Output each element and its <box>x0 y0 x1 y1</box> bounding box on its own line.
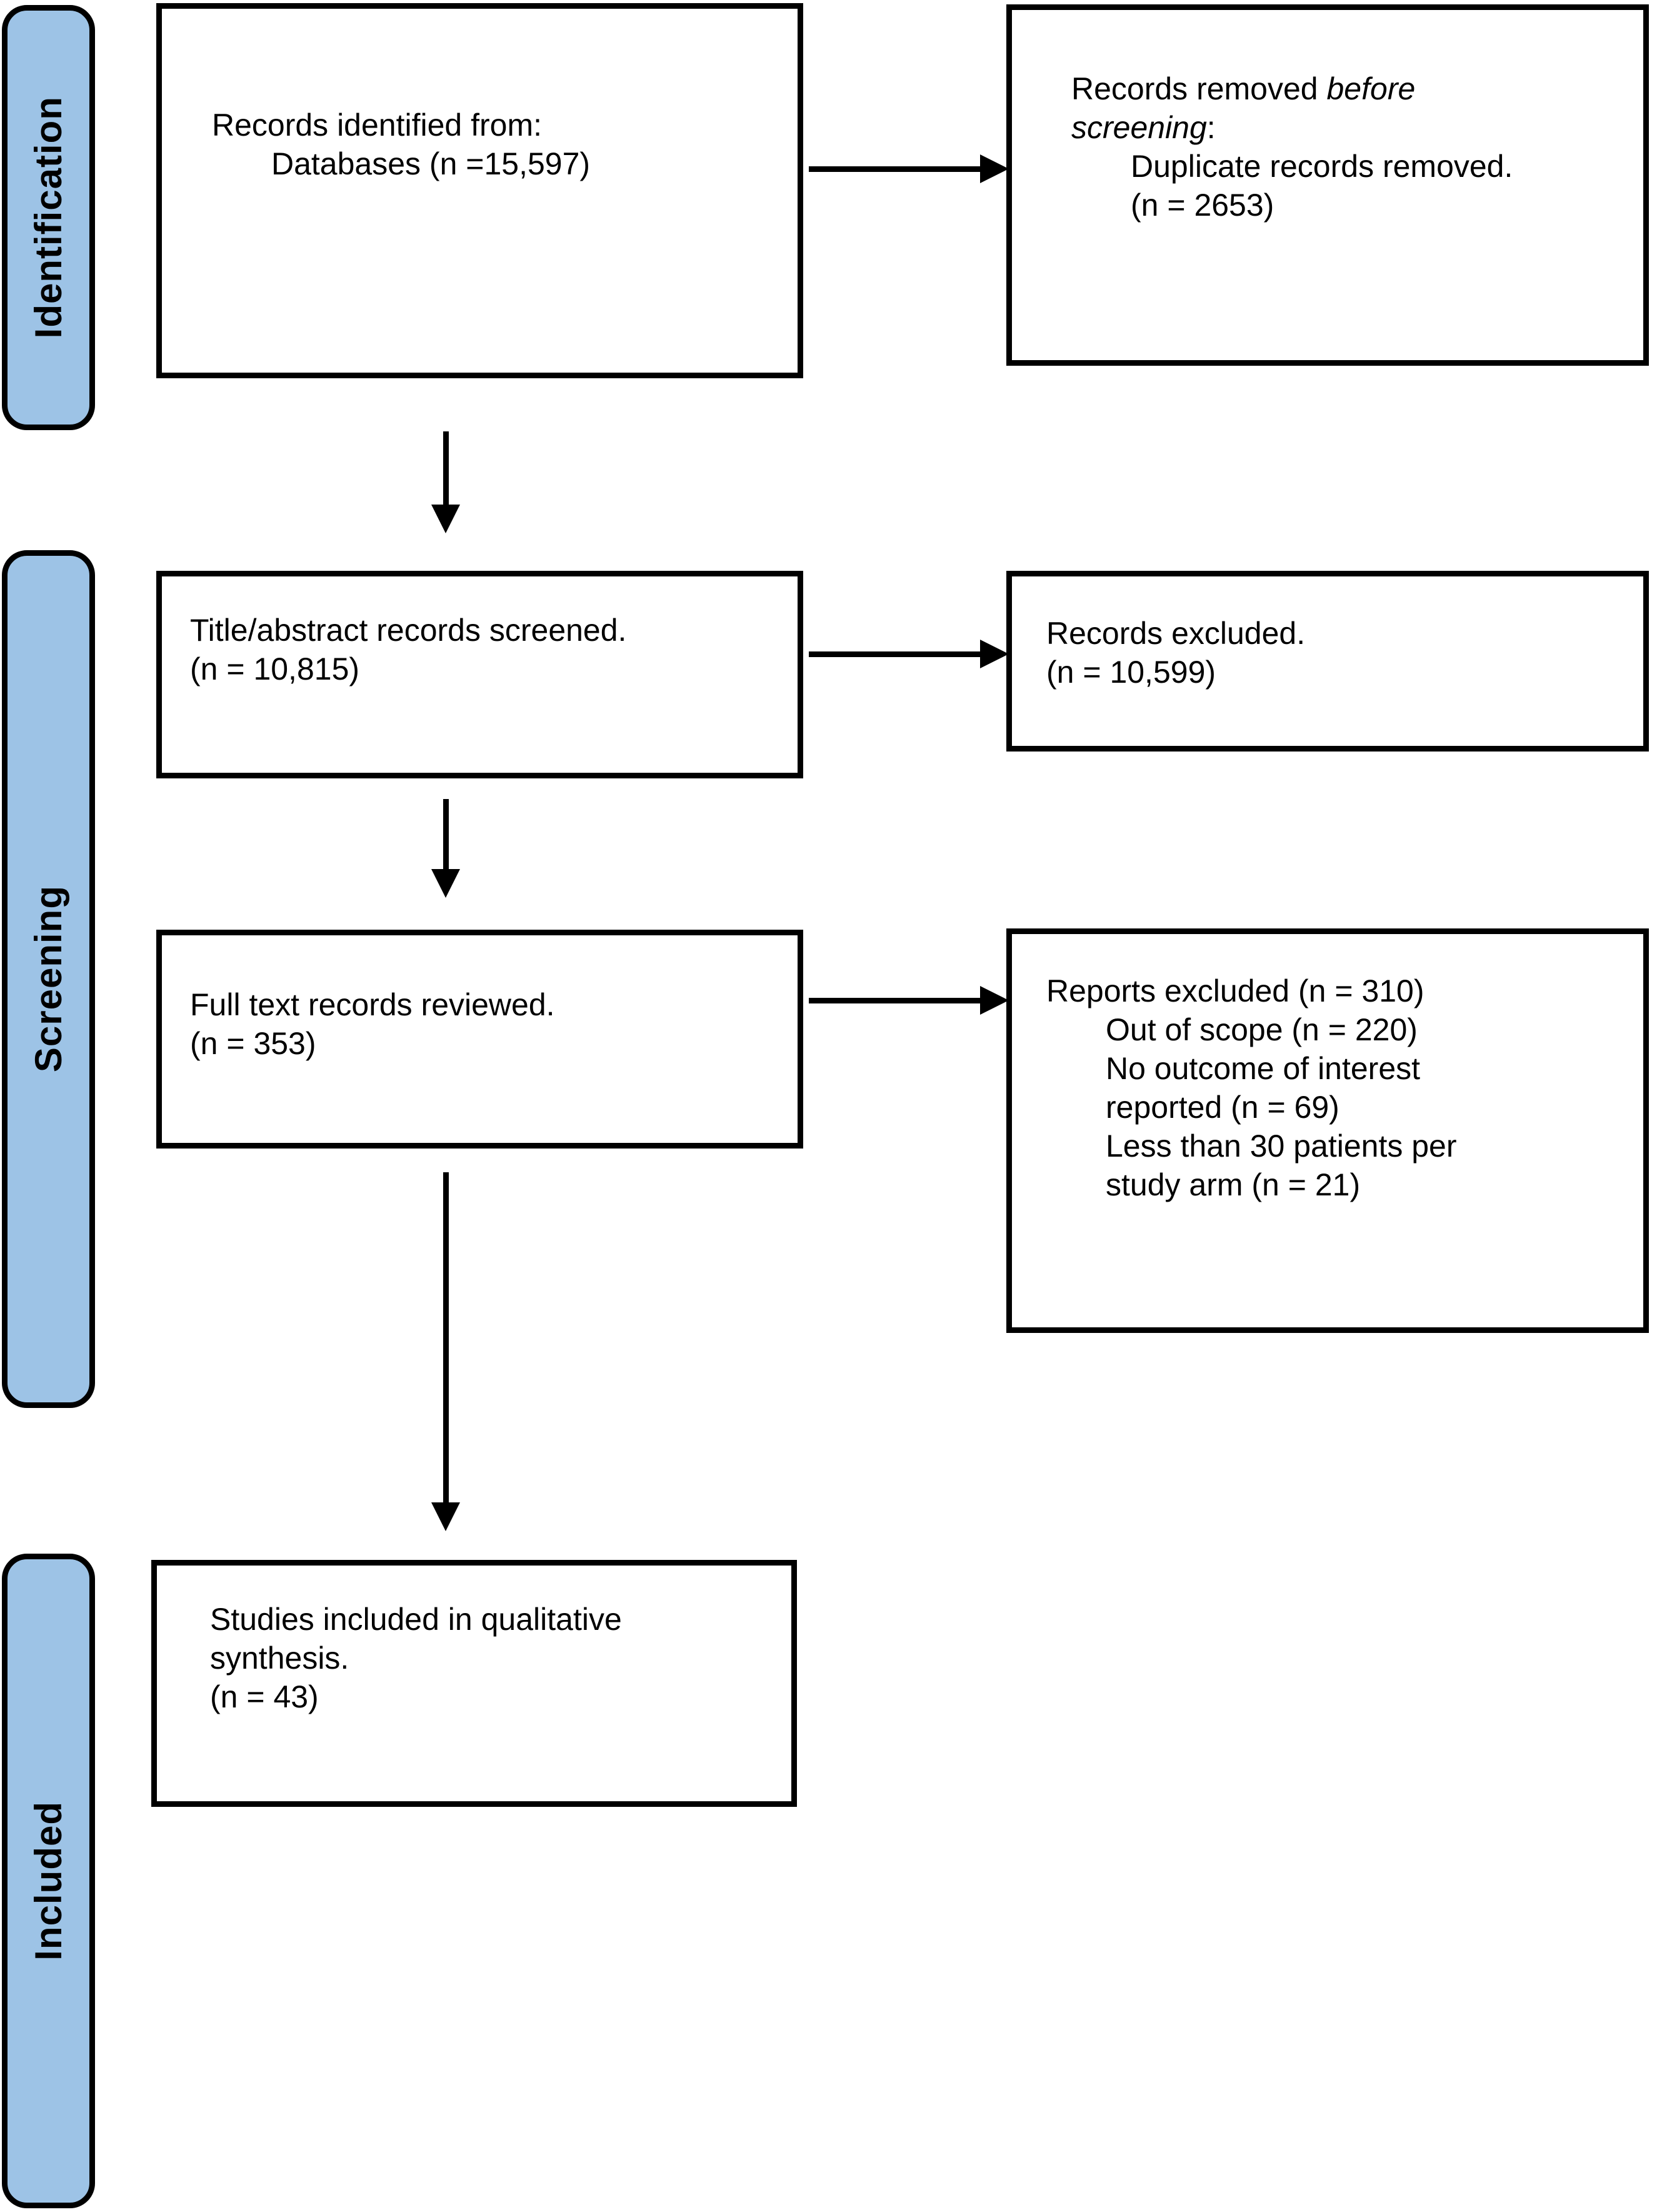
included-line3: (n = 43) <box>210 1679 319 1714</box>
box-records-identified <box>156 3 803 378</box>
arrowhead-right-icon <box>980 640 1009 668</box>
records-removed-line1-italic: before <box>1326 71 1416 106</box>
screened-line2: (n = 10,815) <box>190 651 360 686</box>
reports-excluded-detail-2b: reported (n = 69) <box>1106 1090 1339 1125</box>
included-line2: synthesis. <box>210 1641 349 1676</box>
reports-excluded-detail-3b: study arm (n = 21) <box>1106 1167 1361 1202</box>
records-removed-line2-italic: screening <box>1071 110 1207 145</box>
arrow-shaft <box>809 166 981 172</box>
records-identified-line1: Records identified from: <box>212 108 543 143</box>
arrowhead-down-icon <box>431 1502 460 1531</box>
box-title-abstract-screened <box>156 571 803 778</box>
stage-label-included: Included <box>28 1801 69 1961</box>
stage-bar-identification <box>2 5 95 430</box>
stage-bar-screening <box>2 550 95 1408</box>
fulltext-line1: Full text records reviewed. <box>190 987 555 1022</box>
records-excluded-line2: (n = 10,599) <box>1046 655 1216 690</box>
arrow-shaft <box>443 431 449 505</box>
records-identified-line2: Databases (n =15,597) <box>271 146 591 181</box>
fulltext-line2: (n = 353) <box>190 1026 316 1061</box>
screened-line1: Title/abstract records screened. <box>190 613 627 648</box>
reports-excluded-detail-1: Out of scope (n = 220) <box>1106 1012 1418 1047</box>
arrow-shaft <box>809 651 981 657</box>
box-records-excluded <box>1006 571 1649 752</box>
arrowhead-down-icon <box>431 505 460 533</box>
arrowhead-right-icon <box>980 986 1009 1015</box>
arrowhead-down-icon <box>431 869 460 898</box>
stage-bar-included <box>2 1554 95 2208</box>
box-fulltext-reviewed <box>156 930 803 1149</box>
records-removed-line1-normal: Records removed <box>1071 71 1327 106</box>
stage-label-identification: Identification <box>28 96 69 339</box>
arrow-shaft <box>443 799 449 869</box>
records-removed-line2 <box>1071 108 1628 147</box>
records-removed-line2-suffix: : <box>1206 110 1216 145</box>
reports-excluded-line1: Reports excluded (n = 310) <box>1046 973 1424 1008</box>
records-removed-line1 <box>1071 69 1628 108</box>
arrow-shaft <box>443 1172 449 1502</box>
arrow-shaft <box>809 998 981 1003</box>
box-reports-excluded <box>1006 928 1649 1333</box>
arrowhead-right-icon <box>980 154 1009 183</box>
included-line1: Studies included in qualitative <box>210 1602 622 1637</box>
records-excluded-line1: Records excluded. <box>1046 616 1306 651</box>
stage-label-screening: Screening <box>28 885 69 1073</box>
reports-excluded-detail-2: No outcome of interest <box>1106 1051 1421 1086</box>
records-removed-line3: Duplicate records removed. <box>1131 149 1513 184</box>
records-removed-line4: (n = 2653) <box>1131 188 1274 223</box>
box-records-removed-before-screening <box>1006 4 1649 366</box>
box-studies-included <box>151 1560 797 1807</box>
reports-excluded-detail-3: Less than 30 patients per <box>1106 1129 1457 1164</box>
